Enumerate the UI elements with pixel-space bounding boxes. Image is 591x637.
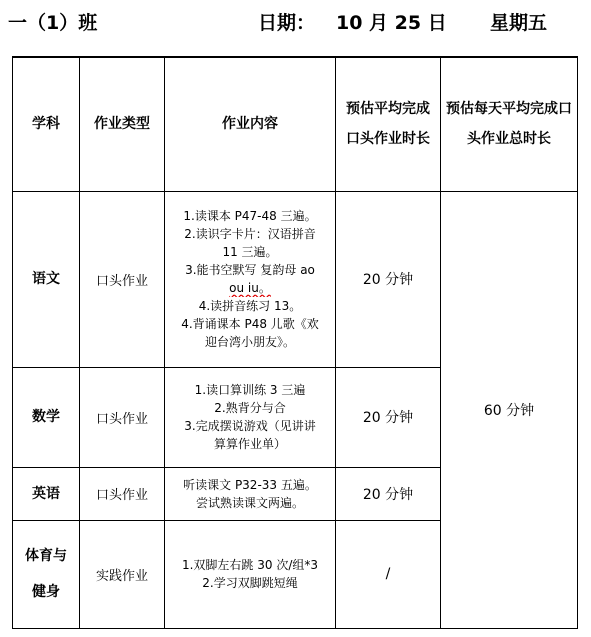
content-line: 4.读拼音练习 13。 (198, 299, 302, 313)
content-line: 1.双脚左右跳 30 次/组*3 (181, 558, 319, 572)
subject-cell: 英语 (13, 467, 80, 520)
content-line: 听读课文 P32-33 五遍。 (183, 477, 317, 492)
header-type: 作业类型 (80, 57, 165, 191)
content-line: 迎台湾小朋友》。 (204, 335, 295, 349)
content-cell (165, 367, 336, 467)
date-label: 日期： (258, 12, 316, 34)
type-cell: 口头作业 (80, 367, 165, 467)
content-line: 11 三遍。 (222, 245, 278, 259)
content-line: 算算作业单） (213, 437, 286, 451)
subject-cell: 语文 (13, 191, 80, 367)
duration-cell: 20 分钟 (336, 467, 441, 520)
header-content: 作业内容 (165, 57, 336, 191)
content-cell (165, 191, 336, 367)
type-cell: 口头作业 (80, 191, 165, 367)
daily-total-cell: 60 分钟 (441, 191, 578, 628)
content-line: 3.能书空默写 复韵母 ao (185, 263, 315, 277)
table-header-row (13, 57, 578, 191)
content-cell (165, 467, 336, 520)
header-daily-total: 预估每天平均完成口头作业总时长 (441, 57, 578, 191)
date-value: 10 月 25 日 (336, 12, 447, 34)
header-subject: 学科 (13, 57, 80, 191)
content-line: 1.读口算训练 3 三遍 (194, 383, 306, 397)
table-row-chinese (13, 191, 578, 367)
type-cell: 实践作业 (80, 520, 165, 628)
content-line: 2.学习双脚跳短绳 (202, 576, 298, 590)
content-line: 1.读课本 P47-48 三遍。 (183, 209, 317, 223)
content-line: 3.完成摆说游戏（见讲讲 (184, 419, 316, 433)
duration-cell: 20 分钟 (336, 367, 441, 467)
duration-cell: / (336, 520, 441, 628)
homework-table (12, 56, 578, 629)
content-line: ou iu。 (229, 281, 271, 295)
content-line: 2.熟背分与合 (214, 401, 286, 415)
class-name: 一（1）班 (8, 12, 98, 34)
content-cell (165, 520, 336, 628)
duration-cell: 20 分钟 (336, 191, 441, 367)
header-avg-time: 预估平均完成口头作业时长 (336, 57, 441, 191)
subject-cell: 体育与健身 (13, 520, 80, 628)
content-line: 4.背诵课本 P48 儿歌《欢 (181, 317, 319, 331)
content-line: 2.读识字卡片：汉语拼音 (184, 227, 316, 241)
content-line: 尝试熟读课文两遍。 (195, 495, 304, 510)
weekday: 星期五 (490, 12, 548, 34)
subject-cell: 数学 (13, 367, 80, 467)
page-header (0, 8, 591, 42)
type-cell: 口头作业 (80, 467, 165, 520)
